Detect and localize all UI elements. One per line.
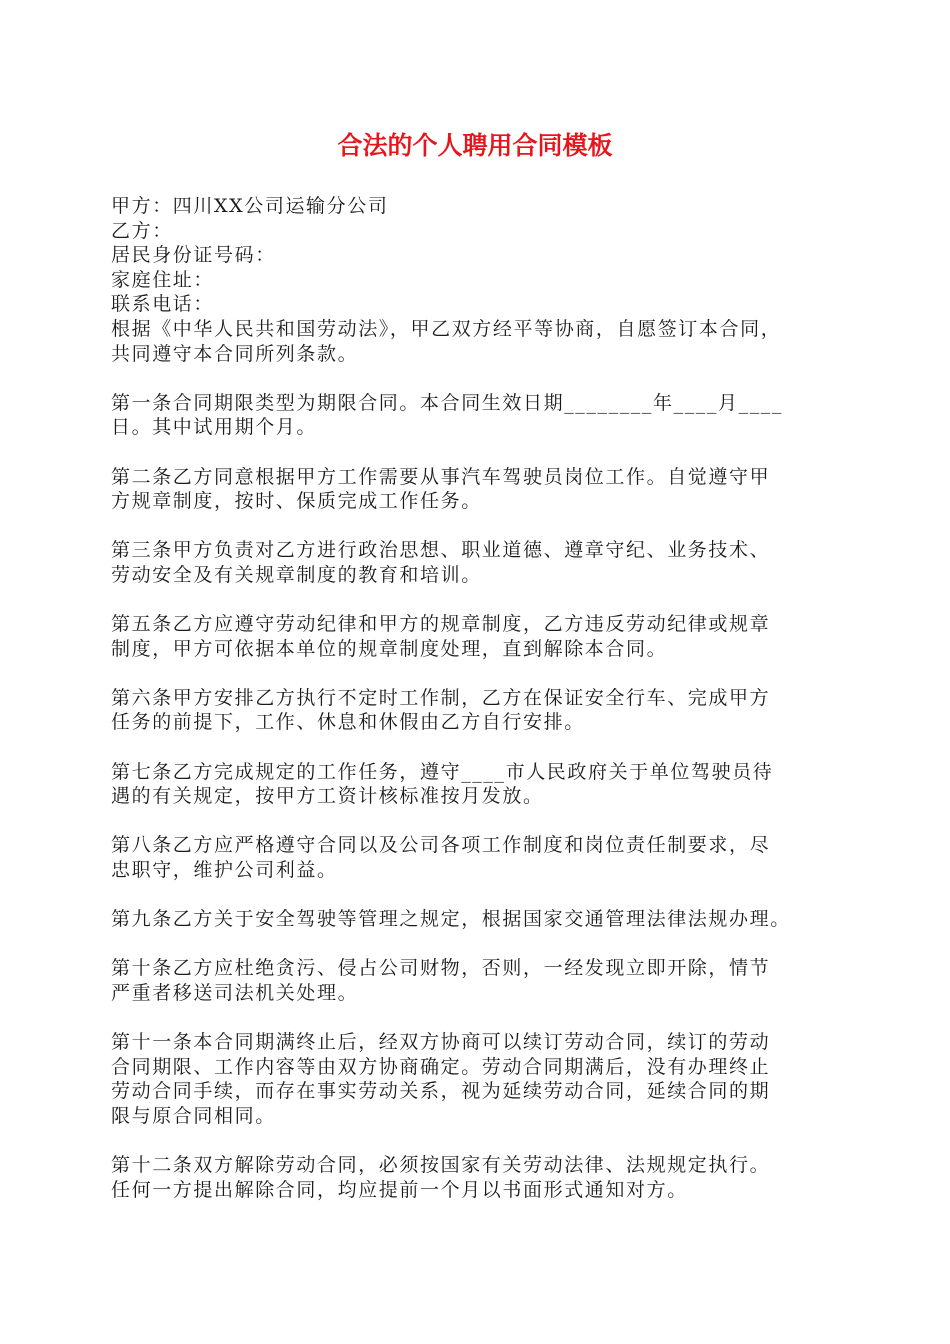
clause-paragraph [111,612,846,661]
clause-paragraph [111,686,846,735]
clause-paragraph [111,465,846,514]
clause-line: 严重者移送司法机关处理。 [111,982,359,1004]
clause-paragraph [111,833,846,882]
intro-paragraph [111,317,846,366]
clause-line: 日。其中试用期个月。 [111,416,318,439]
clause-line: 第十条乙方应杜绝贪污、侵占公司财物，否则，一经发现立即开除，情节 [111,957,771,980]
clause-line: 第六条甲方安排乙方执行不定时工作制，乙方在保证安全行车、完成甲方 [111,686,771,709]
clause-line: 第九条乙方关于安全驾驶等管理之规定，根据国家交通管理法律法规办理。 [111,908,791,931]
intro-line: 根据《中华人民共和国劳动法》，甲乙双方经平等协商，自愿签订本合同， [111,317,782,340]
clause-line: 劳动安全及有关规章制度的教育和培训。 [111,563,482,586]
clause-line: 第七条乙方完成规定的工作任务，遵守____市人民政府关于单位驾驶员待 [111,760,774,783]
clause-paragraph [111,391,846,440]
clause-line: 遇的有关规定，按甲方工资计核标准按月发放。 [111,785,544,808]
clause-line: 合同期限、工作内容等由双方协商确定。劳动合同期满后，没有办理终止 [111,1055,771,1078]
clauses-list [111,391,846,1203]
clause-paragraph [111,538,846,587]
clause-line: 第十二条双方解除劳动合同，必须按国家有关劳动法律、法规规定执行。 [111,1154,771,1177]
phone-line: 联系电话： [111,293,215,316]
document-body [111,194,846,1227]
clause-paragraph [111,956,846,1005]
clause-line: 限与原合同相同。 [111,1104,276,1127]
clause-paragraph [111,907,846,932]
clause-line: 第八条乙方应严格遵守合同以及公司各项工作制度和岗位责任制要求，尽 [111,834,771,857]
address-line: 家庭住址： [111,268,215,291]
id-number-line: 居民身份证号码： [111,244,276,267]
party-a-line: 甲方：四川XX公司运输分公司 [111,195,389,217]
party-info-block [111,194,846,317]
clause-line: 劳动合同手续，而存在事实劳动关系，视为延续劳动合同，延续合同的期 [111,1080,771,1103]
clause-line: 第五条乙方应遵守劳动纪律和甲方的规章制度，乙方违反劳动纪律或规章 [111,613,771,636]
clause-line: 第二条乙方同意根据甲方工作需要从事汽车驾驶员岗位工作。自觉遵守甲 [111,465,771,488]
clause-line: 制度，甲方可依据本单位的规章制度处理，直到解除本合同。 [111,637,668,660]
clause-paragraph [111,1030,846,1128]
clause-paragraph [111,760,846,809]
clause-line: 第一条合同期限类型为期限合同。本合同生效日期________年____月____ [111,391,784,414]
clause-line: 第十一条本合同期满终止后，经双方协商可以续订劳动合同，续订的劳动 [111,1031,771,1054]
clause-line: 忠职守，维护公司利益。 [111,859,338,882]
document-title: 合法的个人聘用合同模板 [337,131,613,160]
clause-line: 任何一方提出解除合同，均应提前一个月以书面形式通知对方。 [111,1178,688,1201]
clause-paragraph [111,1153,846,1202]
party-b-line: 乙方： [111,219,173,242]
clause-line: 任务的前提下，工作、休息和休假由乙方自行安排。 [111,711,585,734]
clause-line: 第三条甲方负责对乙方进行政治思想、职业道德、遵章守纪、业务技术、 [111,539,771,562]
clause-line: 方规章制度，按时、保质完成工作任务。 [111,490,482,513]
intro-line: 共同遵守本合同所列条款。 [111,342,359,365]
